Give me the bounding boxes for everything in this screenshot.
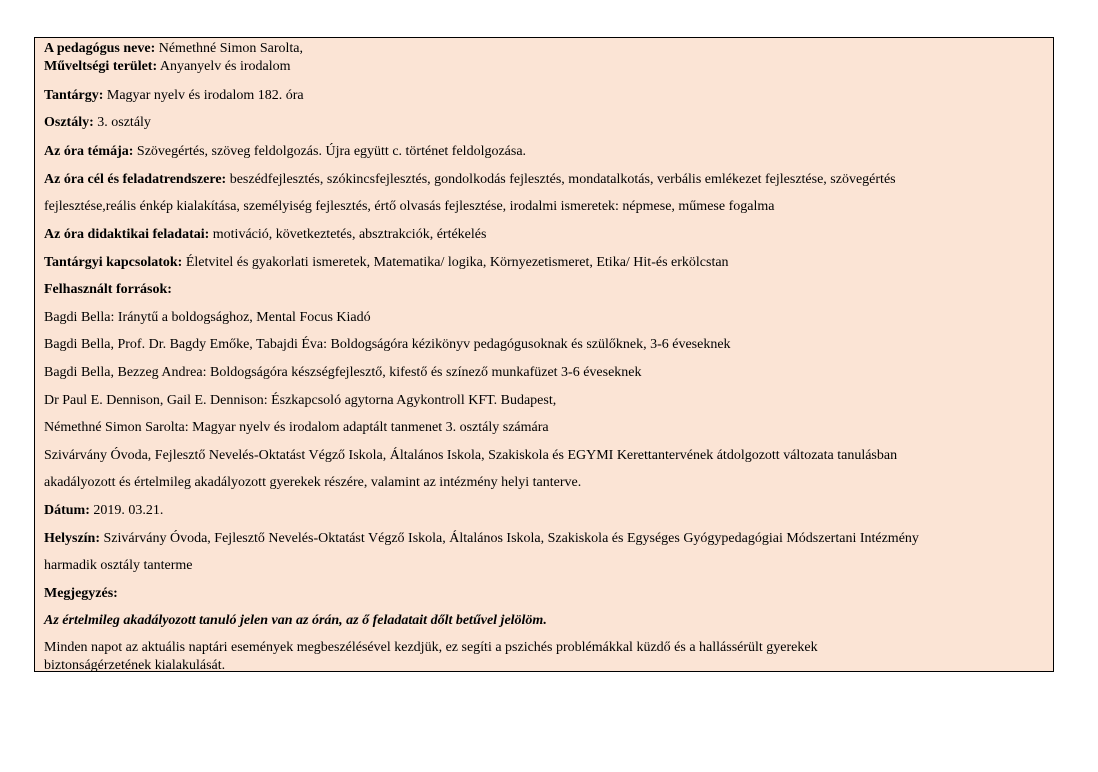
location-line-2: harmadik osztály tanterme [44, 558, 193, 573]
links-line: Tantárgyi kapcsolatok: Életvitel és gyakorlati ismeretek, Matematika/ logika, Környezetismeret, Etika/ Hit-és erkölcstan [44, 255, 729, 270]
notes-italic: Az értelmileg akadályozott tanuló jelen van az órán, az ő feladatait dőlt betűvel jelölöm. [44, 613, 547, 628]
topic-line: Az óra témája: Szövegértés, szöveg feldolgozás. Újra együtt c. történet feldolgozása. [44, 144, 527, 159]
source-item: Dr Paul E. Dennison, Gail E. Dennison: Észkapcsoló agytorna Agykontroll KFT. Budapest, [44, 393, 557, 408]
date-line: Dátum: 2019. 03.21. [44, 503, 164, 518]
location-line: Helyszín: Szivárvány Óvoda, Fejlesztő Nevelés-Oktatást Végző Iskola, Általános Iskola, Szakiskola és Egységes Gyógypedagógiai Módszertani Intézmény [44, 531, 919, 546]
source-item: akadályozott és értelmileg akadályozott gyerekek részére, valamint az intézmény helyi tanterve. [44, 475, 582, 490]
class-line: Osztály: 3. osztály [44, 115, 151, 130]
source-item: Bagdi Bella, Bezzeg Andrea: Boldogságóra készségfejlesztő, kifestő és színező munkafüzet 3-6 éveseknek [44, 365, 642, 380]
source-item: Bagdi Bella, Prof. Dr. Bagdy Emőke, Tabajdi Éva: Boldogságóra kézikönyv pedagógusoknak és szülőknek, 3-6 éveseknek [44, 337, 731, 352]
goals-line-2: fejlesztése,reális énkép kialakítása, személyiség fejlesztés, értő olvasás fejlesztése, irodalmi ismeretek: népmese, műmese fogalma [44, 199, 775, 214]
lesson-plan-box [34, 37, 1054, 672]
subject-line: Tantárgy: Magyar nyelv és irodalom 182. óra [44, 88, 304, 103]
sources-label: Felhasznált források: [44, 282, 172, 297]
didactic-line: Az óra didaktikai feladatai: motiváció, következtetés, absztrakciók, értékelés [44, 227, 487, 242]
teacher-line: A pedagógus neve: Némethné Simon Sarolta, [44, 41, 303, 56]
source-item: Bagdi Bella: Iránytű a boldogsághoz, Mental Focus Kiadó [44, 310, 371, 325]
notes-text-2: biztonságérzetének kialakulását. [44, 658, 226, 673]
source-item: Szivárvány Óvoda, Fejlesztő Nevelés-Oktatást Végző Iskola, Általános Iskola, Szakiskola és EGYMI Kerettantervének átdolgozott változata tanulásban [44, 448, 898, 463]
notes-label: Megjegyzés: [44, 586, 118, 601]
goals-line: Az óra cél és feladatrendszere: beszédfejlesztés, szókincsfejlesztés, gondolkodás fejlesztés, mondatalkotás, verbális emlékezet fejlesztése, szövegértés [44, 172, 896, 187]
area-line: Műveltségi terület: Anyanyelv és irodalom [44, 59, 291, 74]
source-item: Némethné Simon Sarolta: Magyar nyelv és irodalom adaptált tanmenet 3. osztály számára [44, 420, 549, 435]
notes-text: Minden napot az aktuális naptári események megbeszélésével kezdjük, ez segíti a pszichés problémákkal küzdő és a hallássérült gyerekek [44, 640, 818, 655]
